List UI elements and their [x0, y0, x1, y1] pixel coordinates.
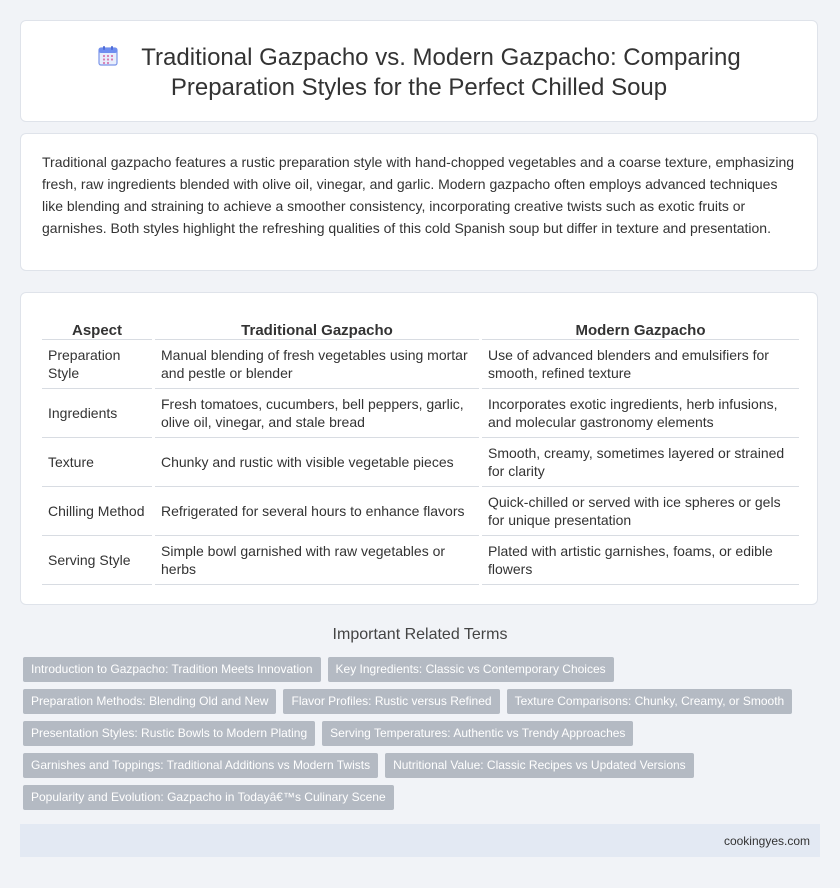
related-term-tag[interactable]: Presentation Styles: Rustic Bowls to Modern Plating — [23, 721, 315, 746]
table-row — [42, 389, 799, 438]
traditional-cell: Fresh tomatoes, cucumbers, bell peppers, garlic, olive oil, vinegar, and stale bread — [154, 389, 481, 438]
aspect-cell: Texture — [42, 438, 154, 487]
modern-cell: Plated with artistic garnishes, foams, or edible flowers — [481, 536, 800, 585]
intro-paragraph: Traditional gazpacho features a rustic preparation style with hand-chopped vegetables and a coarse texture, emphasizing fresh, raw ingredients blended with olive oil, vinegar, and garlic. Modern gazpacho often employs advanced techniques like blending and straining to achieve a smoother consistency, incorporating creative twists such as exotic fruits or garnishes. Both styles highlight the refreshing qualities of this cold Spanish soup but differ in texture and presentation. — [42, 154, 795, 236]
traditional-cell: Simple bowl garnished with raw vegetables or herbs — [154, 536, 481, 585]
header-aspect: Aspect — [42, 313, 154, 340]
related-term-tag[interactable]: Introduction to Gazpacho: Tradition Meets Innovation — [23, 657, 321, 682]
calendar-icon — [97, 45, 119, 67]
related-term-tag[interactable]: Texture Comparisons: Chunky, Creamy, or Smooth — [507, 689, 793, 714]
tag-row — [23, 785, 813, 810]
related-term-tag[interactable]: Popularity and Evolution: Gazpacho in Todayâ€™s Culinary Scene — [23, 785, 394, 810]
comparison-card — [20, 292, 818, 605]
table-row — [42, 340, 799, 389]
table-row — [42, 438, 799, 487]
header-traditional: Traditional Gazpacho — [154, 313, 481, 340]
table-header-row — [42, 313, 799, 340]
related-term-tag[interactable]: Preparation Methods: Blending Old and New — [23, 689, 276, 714]
modern-cell: Incorporates exotic ingredients, herb infusions, and molecular gastronomy elements — [481, 389, 800, 438]
modern-cell: Quick-chilled or served with ice spheres or gels for unique presentation — [481, 487, 800, 536]
traditional-cell: Manual blending of fresh vegetables using mortar and pestle or blender — [154, 340, 481, 389]
related-term-tag[interactable]: Serving Temperatures: Authentic vs Trendy Approaches — [322, 721, 633, 746]
related-term-tag[interactable]: Garnishes and Toppings: Traditional Additions vs Modern Twists — [23, 753, 378, 778]
aspect-cell: Ingredients — [42, 389, 154, 438]
footer-bar — [20, 824, 820, 857]
page-title: Traditional Gazpacho vs. Modern Gazpacho: Comparing Preparation Styles for the Perfect Chilled Soup — [141, 44, 741, 101]
header-modern: Modern Gazpacho — [481, 313, 800, 340]
comparison-table — [42, 313, 799, 585]
traditional-cell: Refrigerated for several hours to enhance flavors — [154, 487, 481, 536]
modern-cell: Smooth, creamy, sometimes layered or strained for clarity — [481, 438, 800, 487]
aspect-cell: Serving Style — [42, 536, 154, 585]
page-title-wrap — [61, 43, 777, 103]
related-term-tag[interactable]: Key Ingredients: Classic vs Contemporary Choices — [328, 657, 614, 682]
aspect-cell: Preparation Style — [42, 340, 154, 389]
tag-row — [23, 753, 813, 778]
intro-card — [20, 133, 818, 271]
site-credit[interactable]: cookingyes.com — [723, 834, 810, 848]
table-row — [42, 487, 799, 536]
related-terms-heading: Important Related Terms — [332, 626, 508, 643]
title-card — [20, 20, 818, 122]
table-row — [42, 536, 799, 585]
aspect-cell: Chilling Method — [42, 487, 154, 536]
related-term-tag[interactable]: Nutritional Value: Classic Recipes vs Updated Versions — [385, 753, 694, 778]
related-term-tag[interactable]: Flavor Profiles: Rustic versus Refined — [283, 689, 499, 714]
tag-row — [23, 721, 813, 746]
related-terms-tags — [23, 657, 813, 817]
modern-cell: Use of advanced blenders and emulsifiers for smooth, refined texture — [481, 340, 800, 389]
tag-row — [23, 657, 813, 682]
traditional-cell: Chunky and rustic with visible vegetable pieces — [154, 438, 481, 487]
tag-row — [23, 689, 813, 714]
